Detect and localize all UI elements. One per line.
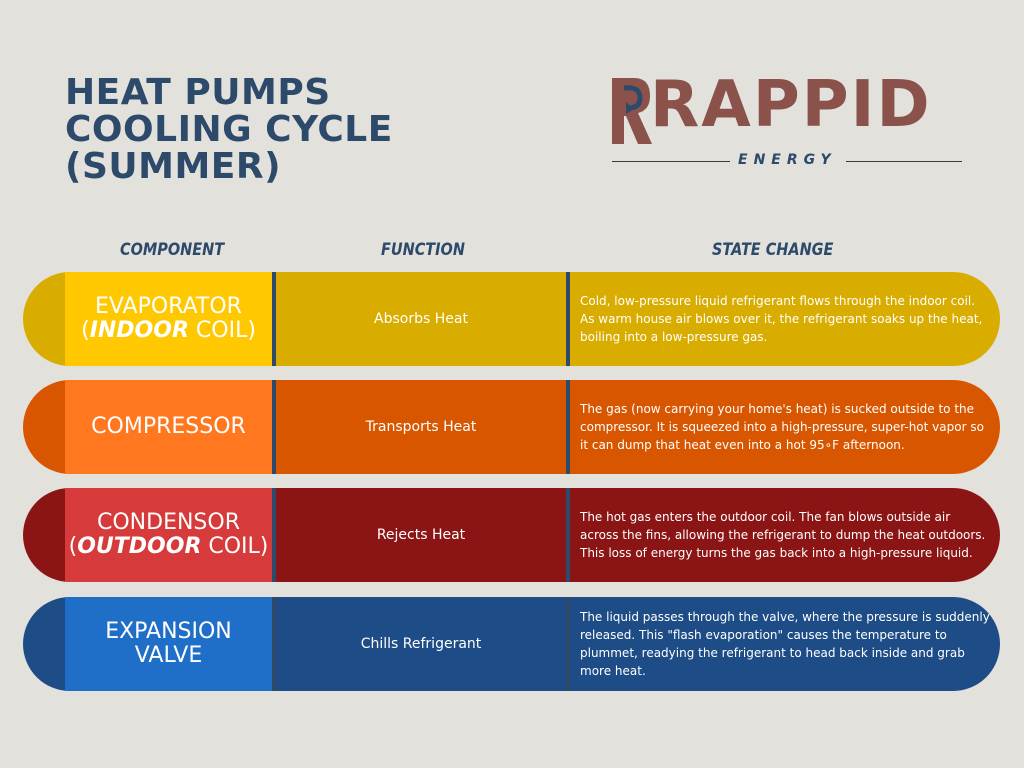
component-subtitle: VALVE — [134, 643, 203, 668]
state-change-cell: The hot gas enters the outdoor coil. The fan blows outside air across the fins, allowing the refrigerant to dump the heat outdoors. This loss of energy turns the gas back into a high-pressure liquid. — [580, 510, 986, 560]
component-cell — [65, 272, 272, 366]
component-name: EVAPORATOR — [95, 294, 242, 319]
table-row-evaporator — [23, 272, 1000, 366]
header-component: COMPONENT — [120, 240, 225, 260]
component-name: CONDENSOR — [97, 510, 240, 535]
column-divider — [566, 488, 570, 582]
function-cell: Chills Refrigerant — [360, 636, 482, 652]
title-line-2: COOLING CYCLE — [65, 109, 393, 150]
column-divider — [566, 272, 570, 366]
table-row-expansion-valve — [23, 597, 1000, 691]
logo-mark-icon — [610, 76, 652, 146]
function-cell: Rejects Heat — [376, 527, 466, 543]
column-divider — [566, 597, 570, 691]
component-subtitle: (INDOOR COIL) — [81, 318, 256, 343]
component-subtitle: (OUTDOOR COIL) — [68, 534, 269, 559]
component-cell — [65, 488, 272, 582]
brand-logo — [610, 68, 962, 174]
component-name: COMPRESSOR — [91, 414, 246, 439]
page-title — [65, 74, 393, 185]
logo-sub-text: ENERGY — [738, 152, 837, 168]
state-change-cell: Cold, low-pressure liquid refrigerant flows through the indoor coil. As warm house air blows over it, the refrigerant soaks up the heat, boiling into a low-pressure gas. — [580, 294, 983, 344]
function-cell: Transports Heat — [365, 419, 477, 435]
function-cell: Absorbs Heat — [374, 311, 468, 327]
logo-brand-text: RAPPID — [650, 68, 932, 142]
component-cell — [65, 597, 272, 691]
logo-rule-right — [846, 161, 962, 162]
title-line-3: (SUMMER) — [65, 146, 282, 187]
column-divider — [566, 380, 570, 474]
state-change-cell: The liquid passes through the valve, where the pressure is suddenly released. This "flash evaporation" causes the temperature to plummet, readying the refrigerant to head back inside and grab more heat. — [580, 610, 990, 678]
state-change-cell: The gas (now carrying your home's heat) is sucked outside to the compressor. It is squeezed into a high-pressure, super-hot vapor so it can dump that heat even into a hot 95∘F afternoon. — [580, 402, 984, 452]
component-name: EXPANSION — [105, 619, 232, 644]
table-row-condensor — [23, 488, 1000, 582]
table-row-compressor — [23, 380, 1000, 474]
component-cell — [65, 380, 272, 474]
logo-rule-left — [612, 161, 730, 162]
title-line-1: HEAT PUMPS — [65, 72, 331, 113]
header-state-change: STATE CHANGE — [712, 240, 834, 260]
header-function: FUNCTION — [381, 240, 465, 260]
